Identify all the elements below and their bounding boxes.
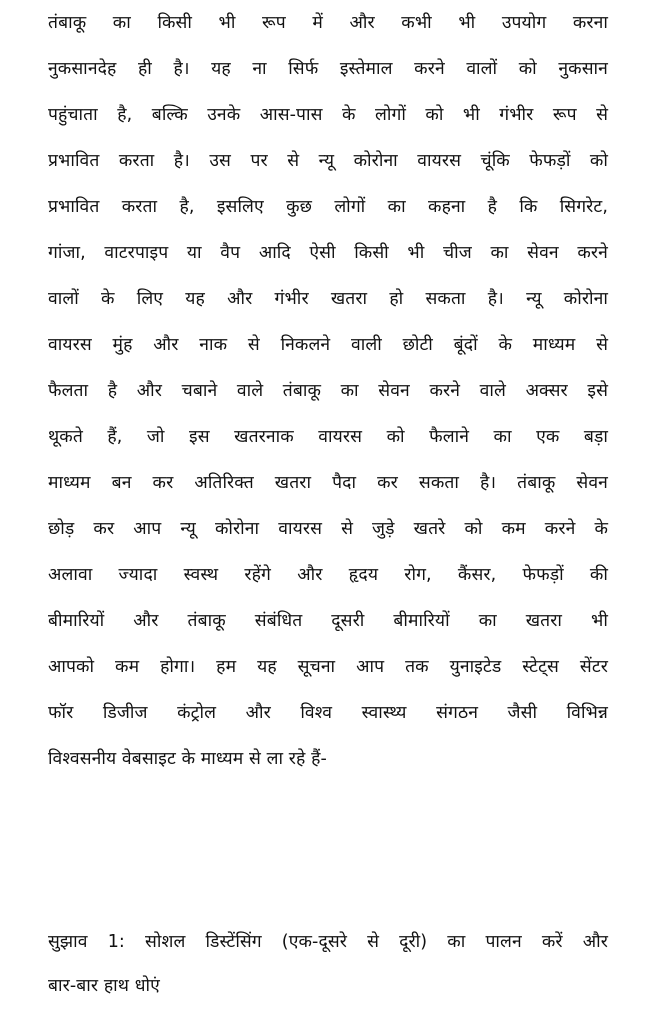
paragraph-line: वायरस मुंह और नाक से निकलने वाली छोटी बूंदों के माध्यम से — [48, 335, 608, 355]
tip-line: बार-बार हाथ धोएं — [48, 976, 160, 996]
paragraph-line: फैलता है और चबाने वाले तंबाकू का सेवन करने वाले अक्सर इसे — [48, 381, 608, 401]
paragraph-line: छोड़ कर आप न्यू कोरोना वायरस से जुड़े खतरे को कम करने के — [48, 519, 608, 539]
tip-paragraph — [48, 920, 608, 1008]
paragraph-line: बीमारियों और तंबाकू संबंधित दूसरी बीमारियों का खतरा भी — [48, 611, 608, 631]
paragraph-line: तंबाकू का किसी भी रूप में और कभी भी उपयोग करना — [48, 13, 608, 33]
paragraph-line: अलावा ज्यादा स्वस्थ रहेंगे और हृदय रोग, कैंसर, फेफड़ों की — [48, 565, 608, 585]
paragraph-line: विश्वसनीय वेबसाइट के माध्यम से ला रहे हैं- — [48, 749, 327, 769]
paragraph-line: थूकते हैं, जो इस खतरनाक वायरस को फैलाने का एक बड़ा — [48, 427, 608, 447]
main-paragraph — [48, 0, 608, 782]
paragraph-line: फॉर डिजीज कंट्रोल और विश्व स्वास्थ्य संगठन जैसी विभिन्न — [48, 703, 608, 723]
paragraph-line: माध्यम बन कर अतिरिक्त खतरा पैदा कर सकता है। तंबाकू सेवन — [48, 473, 608, 493]
paragraph-line: नुकसानदेह ही है। यह ना सिर्फ इस्तेमाल करने वालों को नुकसान — [48, 59, 608, 79]
paragraph-line: गांजा, वाटरपाइप या वैप आदि ऐसी किसी भी चीज का सेवन करने — [48, 243, 608, 263]
paragraph-line: आपको कम होगा। हम यह सूचना आप तक युनाइटेड स्टेट्स सेंटर — [48, 657, 608, 677]
paragraph-line: पहुंचाता है, बल्कि उनके आस-पास के लोगों को भी गंभीर रूप से — [48, 105, 608, 125]
tip-line: सुझाव 1: सोशल डिस्टेंसिंग (एक-दूसरे से दूरी) का पालन करें और — [48, 932, 608, 952]
paragraph-line: प्रभावित करता है, इसलिए कुछ लोगों का कहना है कि सिगरेट, — [48, 197, 608, 217]
paragraph-line: प्रभावित करता है। उस पर से न्यू कोरोना वायरस चूंकि फेफड़ों को — [48, 151, 608, 171]
paragraph-line: वालों के लिए यह और गंभीर खतरा हो सकता है। न्यू कोरोना — [48, 289, 608, 309]
